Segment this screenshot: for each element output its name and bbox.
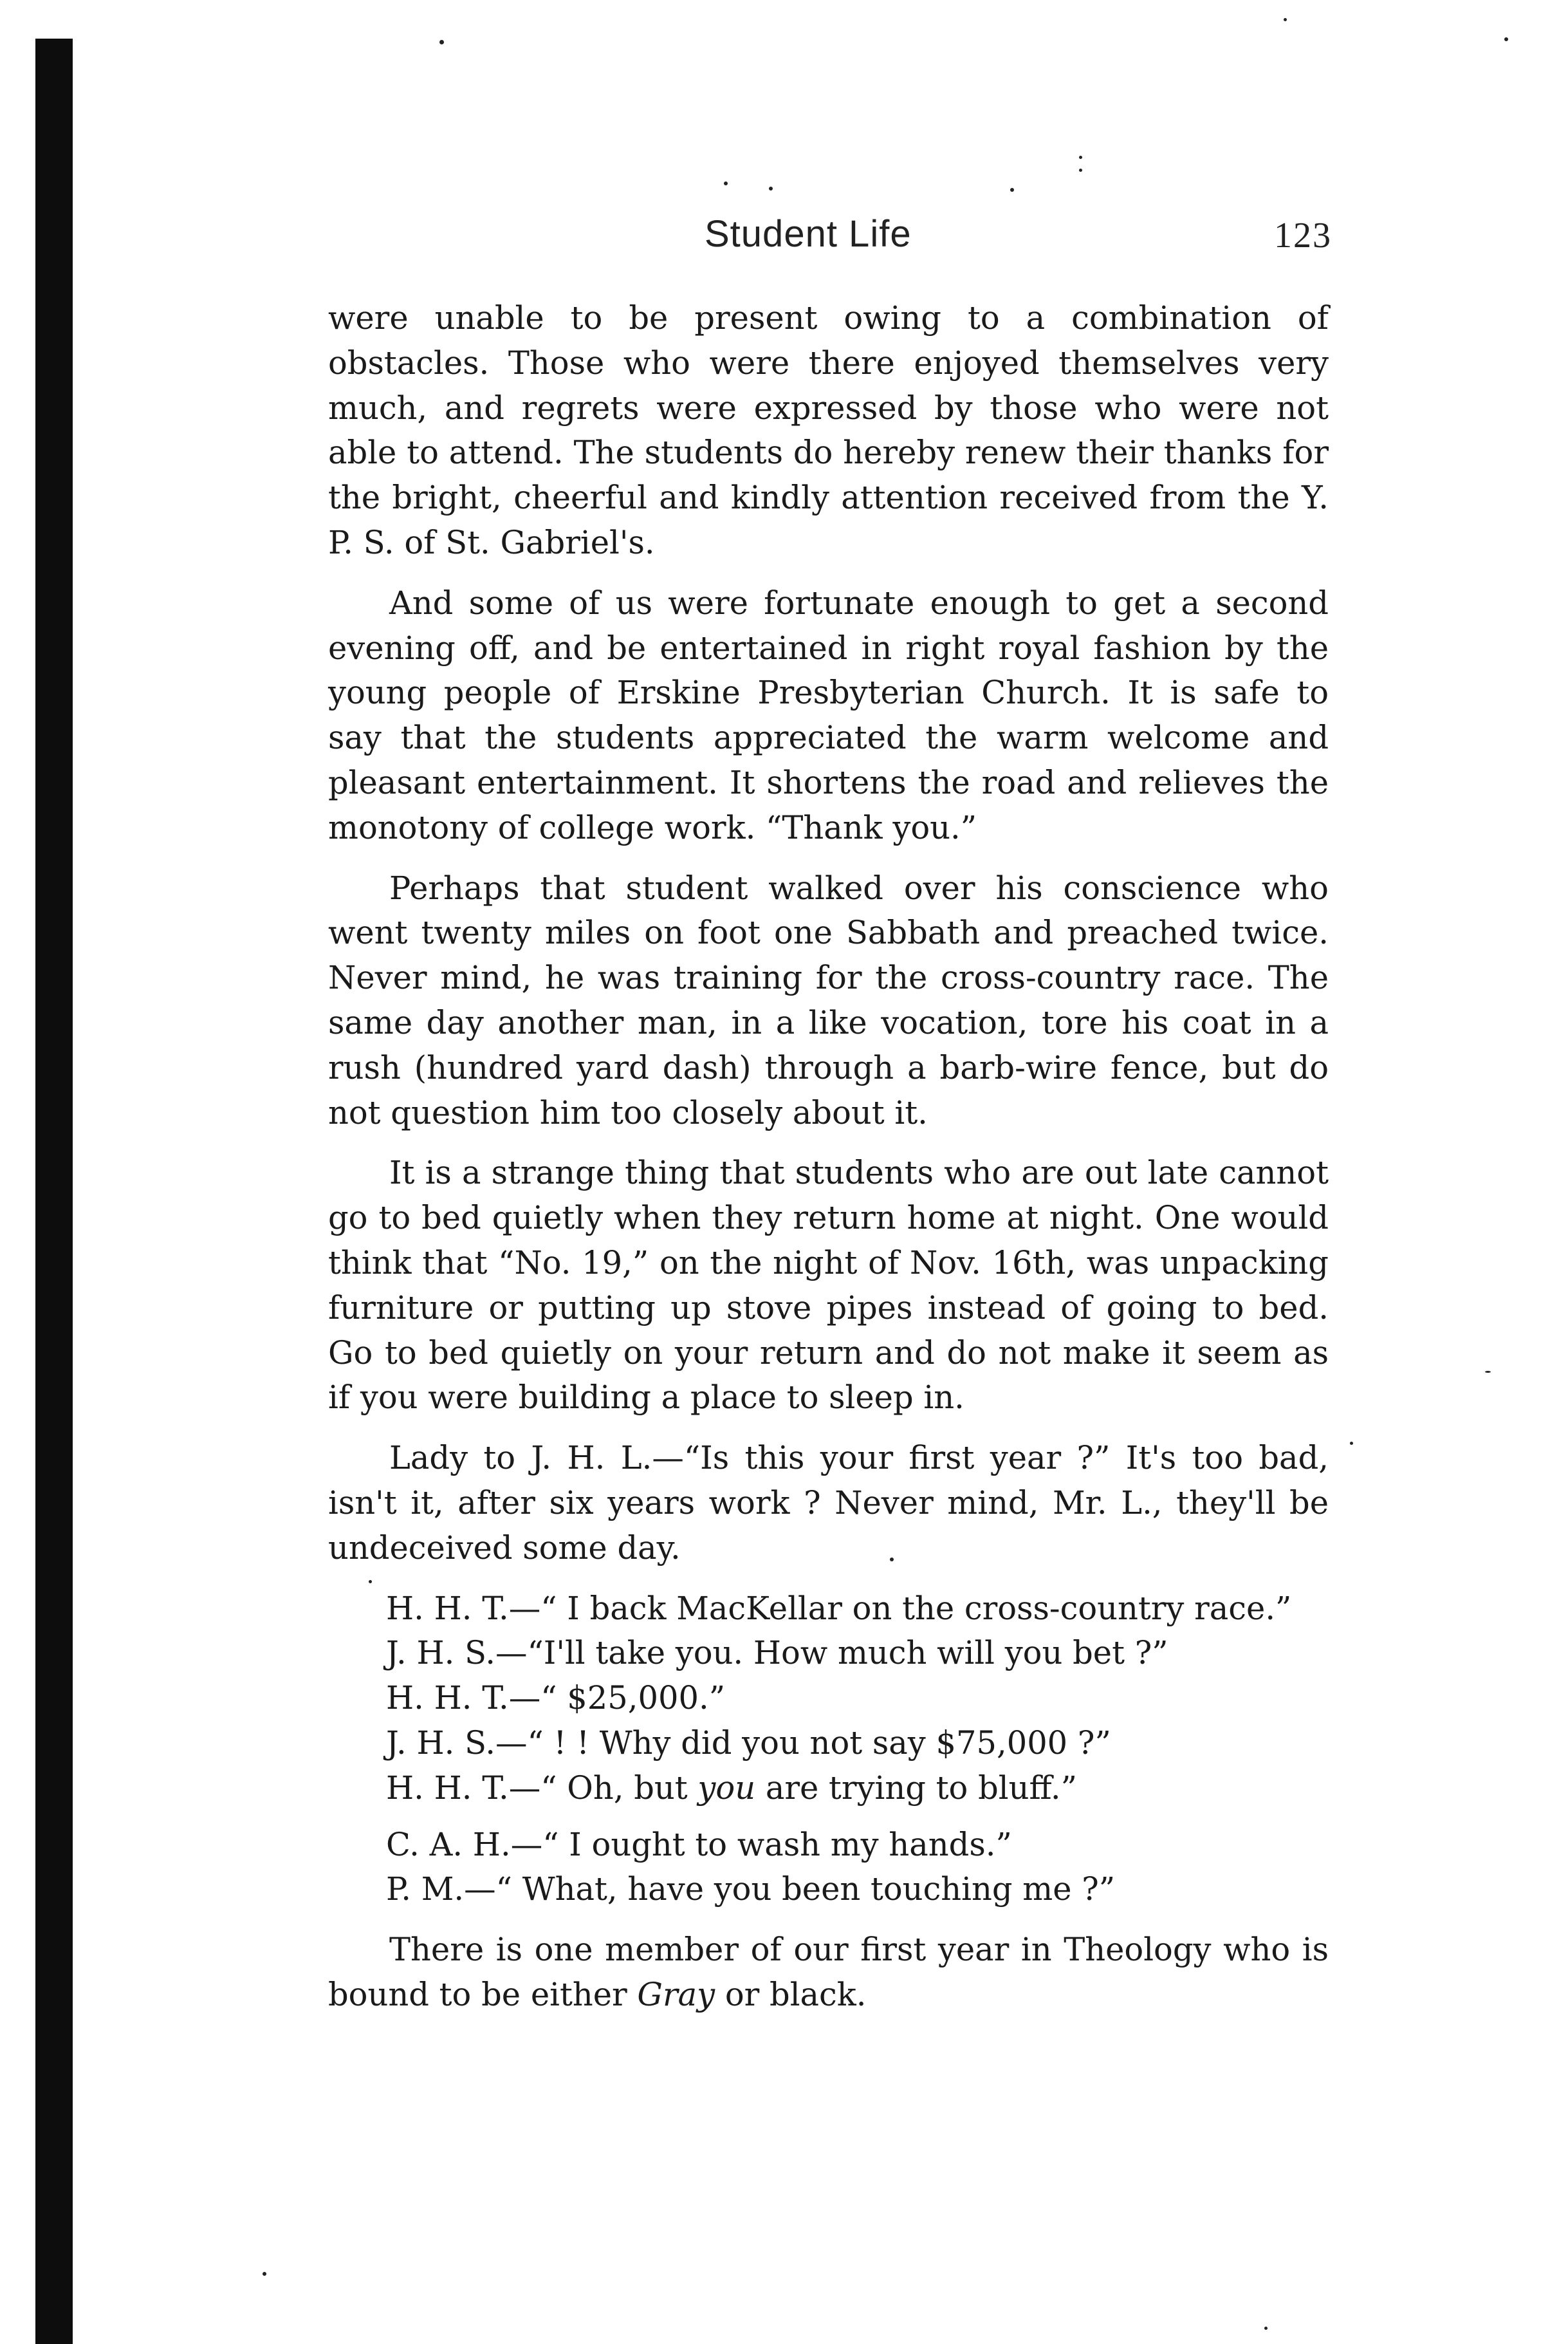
dialogue-line — [328, 1766, 1329, 1811]
speck — [439, 40, 444, 44]
dialogue-emphasis: you — [697, 1769, 756, 1807]
paragraph: were unable to be present owing to a combination of obstacles. Those who were there enjoyed themselves very much, and regrets were expressed by those who were not able to attend. The students do hereby renew their thanks for the bright, cheerful and kindly attention received from the Y. P. S. of St. Gabriel's. — [328, 299, 1329, 561]
page-number: 123 — [1274, 216, 1332, 256]
paragraph: Perhaps that student walked over his conscience who went twenty miles on foot one Sabbath and preached twice. Never mind, he was training for the cross-country race. The same day another man, in a like vocation, tore his coat in a rush (hundred yard dash) through a barb-wire fence, but do not question him too closely about it. — [328, 869, 1329, 1131]
paragraph: And some of us were fortunate enough to get a second evening off, and be entertained in right royal fashion by the young people of Erskine Presbyterian Church. It is safe to say that the students appreciated the warm welcome and pleasant entertainment. It shortens the road and relieves the monotony of college work. “Thank you.” — [328, 584, 1329, 846]
closing-text: There is one member of our first year in Theology who is bound to be either — [328, 1931, 1329, 2013]
dialogue-text: are trying to bluff.” — [755, 1769, 1077, 1807]
closing-emphasis: Gray — [637, 1975, 715, 2013]
speck — [1504, 37, 1508, 41]
speck — [769, 187, 773, 191]
speck — [1284, 18, 1287, 21]
paragraph: It is a strange thing that students who are out late cannot go to bed quietly when they return home at night. One would think that “No. 19,” on the night of Nov. 16th, was unpacking furniture or putting up stove pipes instead of going to bed. Go to bed quietly on your return and do not make it seem as if you were building a place to sleep in. — [328, 1154, 1329, 1417]
running-title: Student Life — [705, 213, 912, 255]
closing-paragraph — [328, 1928, 1329, 2018]
page-body — [328, 296, 1329, 2033]
page-header — [322, 212, 1345, 270]
paragraph: Lady to J. H. L.—“Is this your first year ?” It's too bad, isn't it, after six years work ? Never mind, Mr. L., they'll be undeceived some day. — [328, 1439, 1329, 1567]
dialogue-block — [328, 1586, 1329, 1913]
dialogue-line: P. M.—“ What, have you been touching me ?” — [386, 1870, 1116, 1908]
speck — [263, 2272, 266, 2276]
dialogue-line: J. H. S.—“I'll take you. How much will you bet ?” — [386, 1634, 1168, 1672]
dialogue-line: H. H. T.—“ I back MacKellar on the cross-country race.” — [386, 1589, 1292, 1627]
speck — [1079, 156, 1082, 159]
dialogue-line: J. H. S.—“ ! ! Why did you not say $75,000 ?” — [386, 1724, 1111, 1762]
dialogue-line: C. A. H.—“ I ought to wash my hands.” — [386, 1825, 1012, 1863]
speck — [1485, 1371, 1491, 1373]
speck — [1264, 2327, 1268, 2330]
speck — [724, 181, 728, 185]
binding-edge — [35, 39, 73, 2344]
dialogue-text: H. H. T.—“ Oh, but — [386, 1769, 698, 1807]
speck — [1079, 169, 1082, 172]
speck — [1010, 188, 1014, 192]
closing-text: or black. — [715, 1975, 867, 2013]
speck — [1350, 1442, 1353, 1445]
dialogue-line: H. H. T.—“ $25,000.” — [386, 1679, 726, 1717]
